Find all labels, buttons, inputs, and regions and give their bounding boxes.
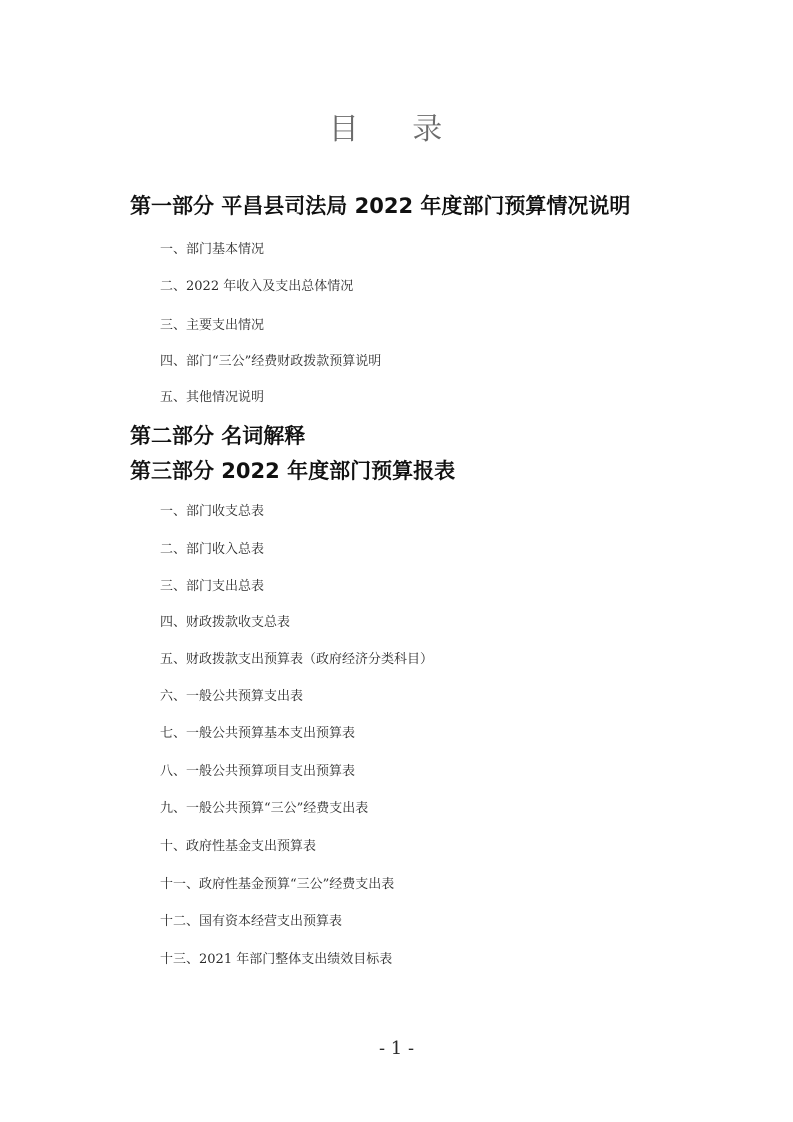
part3-item-6: 六、一般公共预算支出表 (160, 689, 304, 704)
part1-item-3: 三、主要支出情况 (160, 318, 265, 333)
part3-item-5: 五、财政拨款支出预算表（政府经济分类科目） (160, 652, 434, 667)
part3-item-11: 十一、政府性基金预算“三公”经费支出表 (160, 877, 395, 892)
page-number: - 1 - (378, 1038, 415, 1059)
part3-item-7: 七、一般公共预算基本支出预算表 (160, 726, 356, 741)
part3-item-9: 九、一般公共预算“三公”经费支出表 (160, 801, 369, 816)
part1-heading: 第一部分 平昌县司法局 2022 年度部门预算情况说明 (130, 194, 631, 218)
part3-item-12: 十二、国有资本经营支出预算表 (160, 914, 343, 929)
part3-item-3: 三、部门支出总表 (160, 579, 265, 594)
part2-heading: 第二部分 名词解释 (130, 424, 306, 448)
toc-title: 目 录 (328, 112, 465, 147)
part1-item-5: 五、其他情况说明 (160, 390, 265, 405)
part3-item-8: 八、一般公共预算项目支出预算表 (160, 764, 356, 779)
part3-item-10: 十、政府性基金支出预算表 (160, 839, 317, 854)
part3-heading: 第三部分 2022 年度部门预算报表 (130, 459, 456, 483)
part3-item-4: 四、财政拨款收支总表 (160, 615, 291, 630)
part1-item-1: 一、部门基本情况 (160, 242, 265, 257)
part3-item-1: 一、部门收支总表 (160, 504, 265, 519)
part3-item-2: 二、部门收入总表 (160, 542, 265, 557)
part1-item-2: 二、2022 年收入及支出总体情况 (160, 279, 354, 294)
part3-item-13: 十三、2021 年部门整体支出绩效目标表 (160, 952, 393, 967)
part1-item-4: 四、部门“三公”经费财政拨款预算说明 (160, 354, 382, 369)
